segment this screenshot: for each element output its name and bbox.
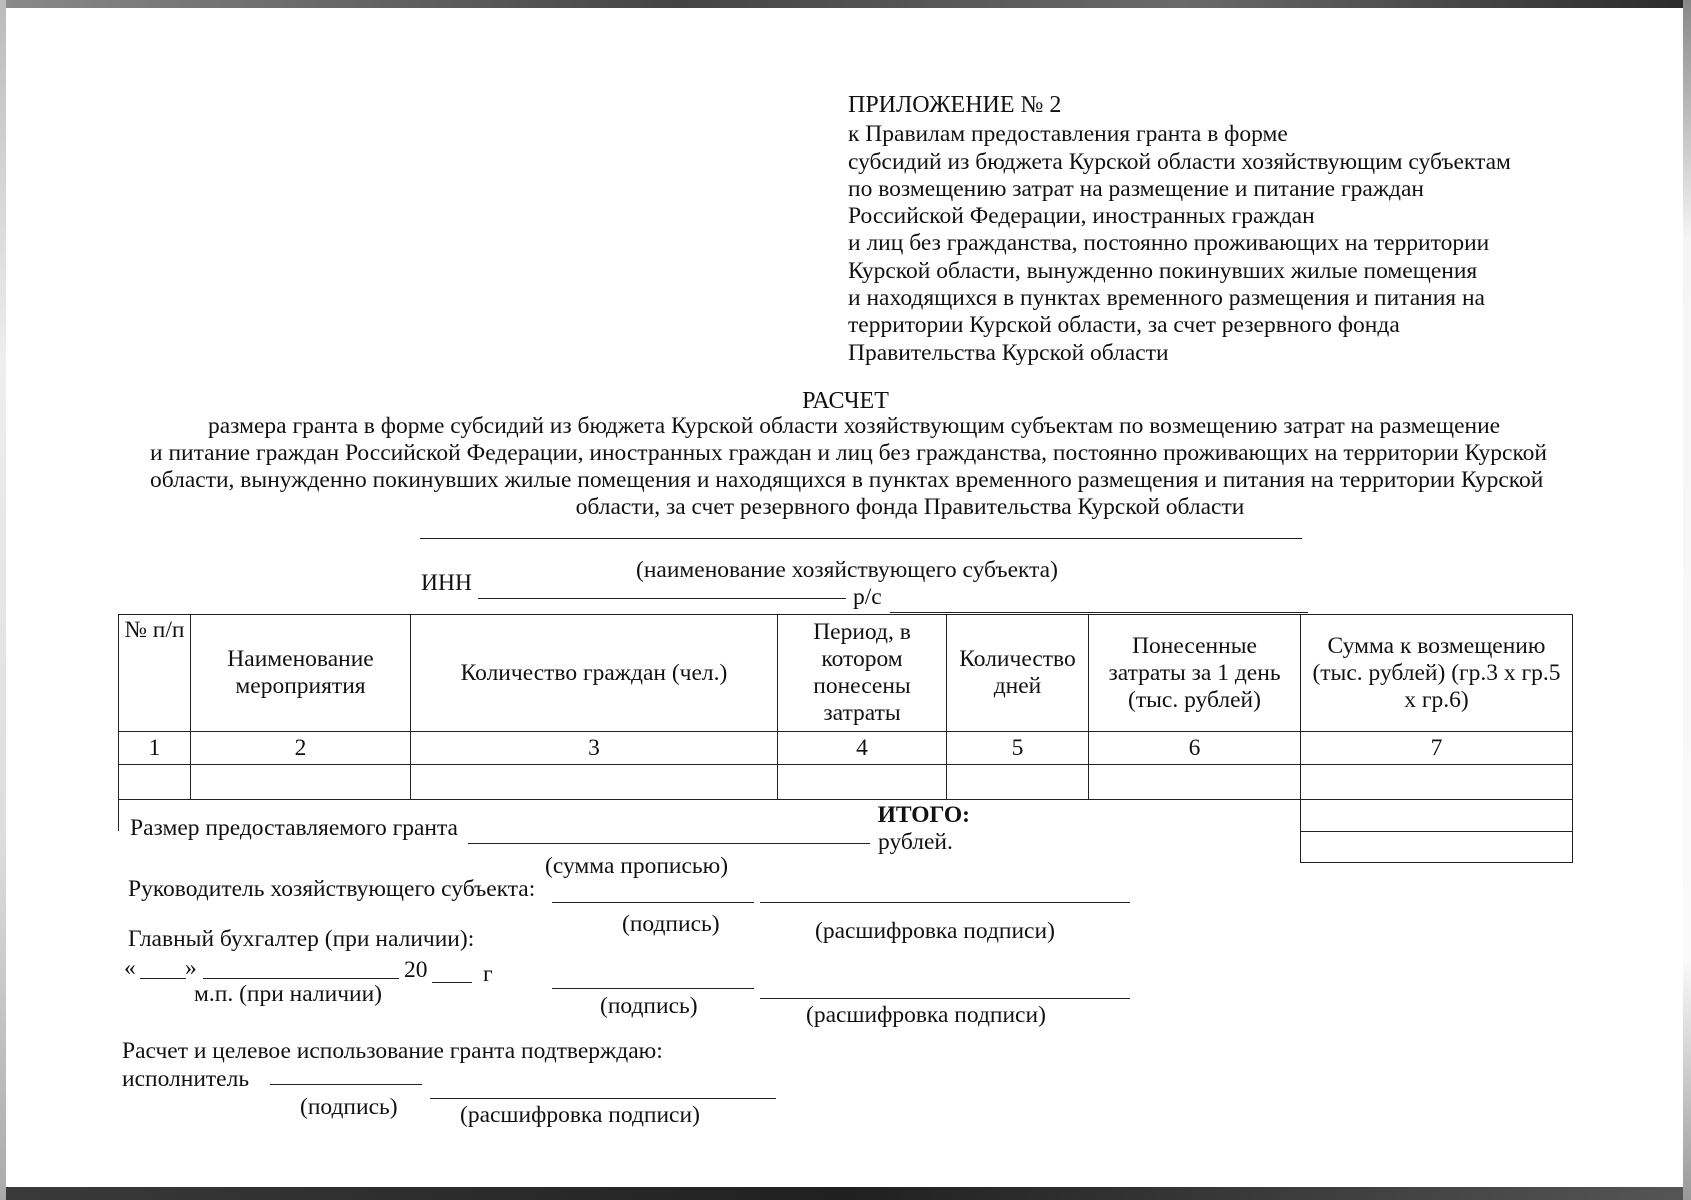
header-cell-period: Период, в котором понесены затраты [778, 615, 947, 732]
date-year-suffix: г [483, 961, 493, 987]
account-field[interactable] [890, 612, 1308, 613]
scan-edge-right [1683, 0, 1691, 1200]
column-number: 3 [411, 732, 778, 765]
head-label: Руководитель хозяйствующего субъекта: [128, 876, 536, 902]
accountant-signature-field[interactable] [552, 988, 754, 989]
date-close-quote: » [185, 955, 197, 981]
scan-edge-top [0, 0, 1691, 8]
date-year-prefix: 20 [404, 957, 428, 983]
accountant-decode-caption: (расшифровка подписи) [806, 1002, 1046, 1028]
column-number: 5 [947, 732, 1089, 765]
accountant-sign-caption: (подпись) [600, 993, 698, 1019]
table-cell[interactable] [947, 765, 1089, 800]
calculation-title: РАСЧЕТ [802, 388, 889, 414]
appendix-line: Курской области, вынужденно покинувших жилые помещения [848, 257, 1478, 284]
grant-label: Размер предоставляемого гранта [130, 815, 458, 841]
column-number: 7 [1301, 732, 1573, 765]
entity-name-field[interactable] [420, 538, 1302, 539]
date-day-field[interactable] [140, 978, 186, 979]
total-sum-cell[interactable] [1301, 800, 1573, 832]
subtitle-line: и питание граждан Российской Федерации, иностранных граждан и лиц без гражданства, постоянно проживающих на территории Курской [150, 440, 1547, 466]
column-number: 1 [119, 732, 191, 765]
total-label: ИТОГО: [119, 800, 1301, 832]
scan-edge-bottom [0, 1187, 1691, 1200]
table-cell[interactable] [411, 765, 778, 800]
executor-decode-field[interactable] [430, 1098, 776, 1099]
header-cell-days-count: Количество дней [947, 615, 1089, 732]
account-label: р/с [853, 584, 882, 610]
table-column-numbers-row [119, 732, 1573, 765]
table-cell[interactable] [191, 765, 411, 800]
column-number: 4 [778, 732, 947, 765]
table-header-row [119, 615, 1573, 732]
column-number: 2 [191, 732, 411, 765]
header-cell-event-name: Наименование мероприятия [191, 615, 411, 732]
table-row [119, 765, 1573, 800]
appendix-title: ПРИЛОЖЕНИЕ № 2 [848, 92, 1062, 118]
appendix-line: и находящихся в пунктах временного размещения и питания на [848, 285, 1485, 312]
confirm-label: Расчет и целевое использование гранта подтверждаю: [122, 1038, 663, 1064]
head-decode-field[interactable] [760, 902, 1130, 903]
grant-amount-field[interactable] [468, 843, 870, 844]
appendix-line: по возмещению затрат на размещение и питание граждан [848, 175, 1424, 202]
stamp-caption: м.п. (при наличии) [194, 981, 382, 1007]
entity-name-caption: (наименование хозяйствующего субъекта) [636, 557, 1058, 583]
appendix-line: субсидий из бюджета Курской области хозяйствующим субъектам [848, 148, 1511, 175]
appendix-block [848, 92, 1568, 367]
column-number: 6 [1089, 732, 1301, 765]
head-signature-field[interactable] [552, 902, 754, 903]
table-cell[interactable] [1301, 765, 1573, 800]
total-sum-extra-cell[interactable] [1301, 831, 1573, 862]
appendix-line: Российской Федерации, иностранных граждан [848, 203, 1315, 230]
head-sign-caption: (подпись) [622, 911, 720, 937]
grant-unit: рублей. [878, 829, 953, 855]
header-cell-number: № п/п [119, 615, 191, 732]
date-year-field[interactable] [432, 982, 472, 983]
accountant-label: Главный бухгалтер (при наличии): [128, 926, 475, 952]
header-cell-reimbursement-sum: Сумма к возмещению (тыс. рублей) (гр.3 х гр.5 х гр.6) [1301, 615, 1573, 732]
accountant-decode-field[interactable] [760, 998, 1130, 999]
head-decode-caption: (расшифровка подписи) [815, 918, 1055, 944]
scan-edge-left [0, 0, 6, 1200]
header-cell-daily-costs: Понесенные затраты за 1 день (тыс. рублей) [1089, 615, 1301, 732]
executor-decode-caption: (расшифровка подписи) [460, 1102, 700, 1128]
date-month-field[interactable] [203, 978, 399, 979]
appendix-line: Правительства Курской области [848, 339, 1169, 366]
inn-label: ИНН [421, 570, 472, 596]
executor-sign-caption: (подпись) [300, 1094, 398, 1120]
grant-caption: (сумма прописью) [545, 853, 729, 879]
table-cell[interactable] [1089, 765, 1301, 800]
calculation-subtitle [150, 413, 1590, 521]
table-cell[interactable] [778, 765, 947, 800]
inn-field[interactable] [478, 598, 846, 599]
appendix-line: и лиц без гражданства, постоянно проживающих на территории [848, 230, 1490, 257]
subtitle-line: размера гранта в форме субсидий из бюджета Курской области хозяйствующим субъектам по возмещению затрат на размещение [208, 413, 1501, 439]
appendix-line: к Правилам предоставления гранта в форме [848, 121, 1288, 148]
appendix-line: территории Курской области, за счет резервного фонда [848, 312, 1400, 339]
executor-label: исполнитель [122, 1066, 250, 1092]
executor-signature-field[interactable] [270, 1084, 422, 1085]
subtitle-line: области, за счет резервного фонда Правительства Курской области [575, 494, 1245, 520]
date-open-quote: « [124, 955, 136, 981]
subtitle-line: области, вынужденно покинувших жилые помещения и находящихся в пунктах временного размещения и питания на территории Курской [150, 467, 1544, 493]
header-cell-citizens-count: Количество граждан (чел.) [411, 615, 778, 732]
table-cell[interactable] [119, 765, 191, 800]
